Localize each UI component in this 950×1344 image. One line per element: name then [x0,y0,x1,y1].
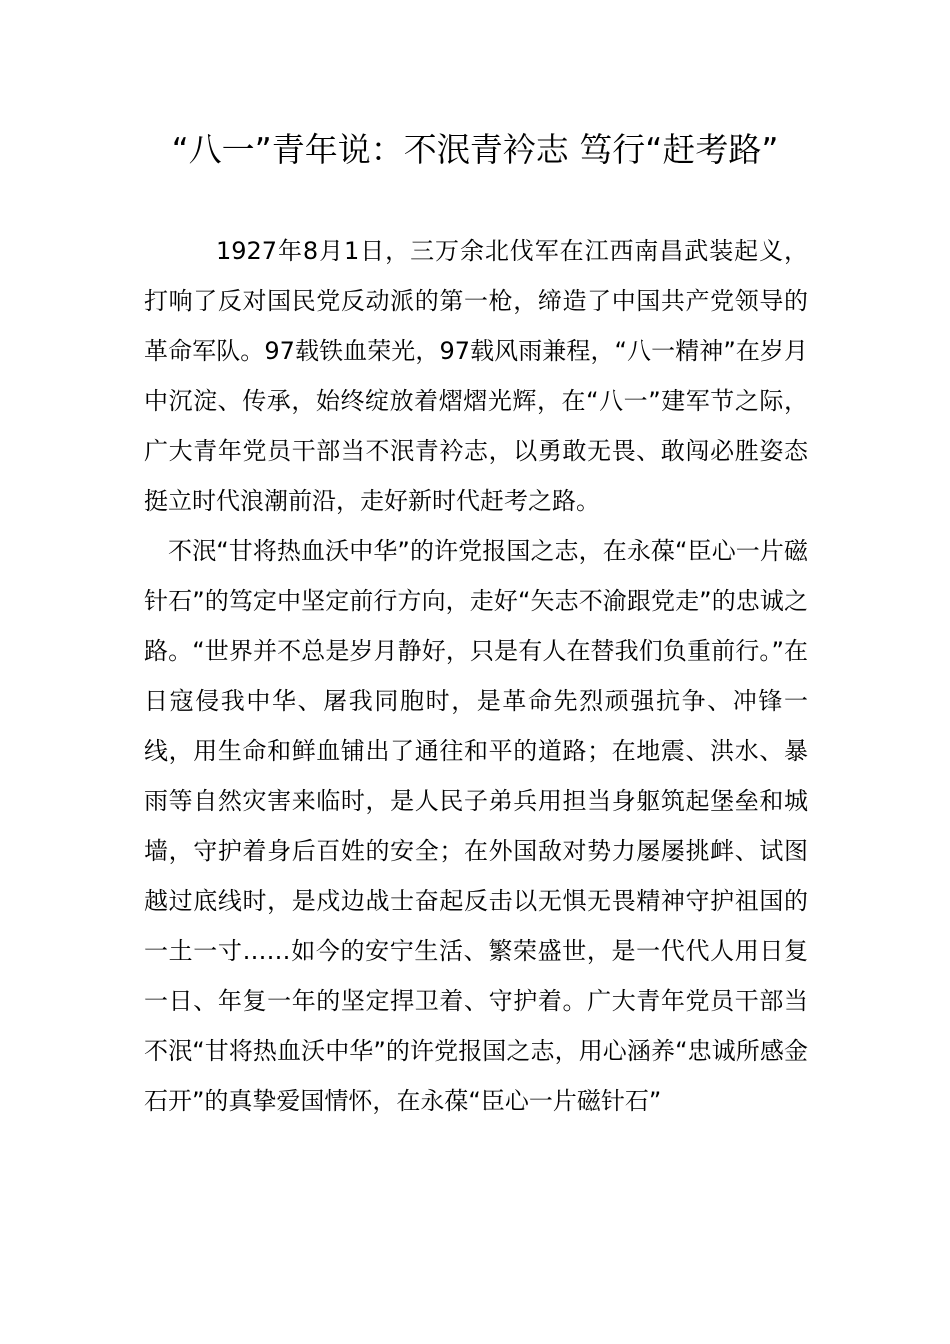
paragraph-1: 1927年8月1日，三万余北伐军在江西南昌武装起义，打响了反对国民党反动派的第一枪，缔造了中国共产党领导的革命军队。97载铁血荣光，97载风雨兼程，“八一精神”在岁月中沉淀、传承，始终绽放着熠熠光辉，在“八一”建军节之际，广大青年党员干部当不泯青衿志，以勇敢无畏、敢闯必胜姿态挺立时代浪潮前沿，走好新时代赶考之路。 [144,237,808,515]
document-body [144,226,808,1126]
document-title: “八一”青年说：不泯青衿志 笃行“赶考路” [171,130,779,169]
paragraph-2: 不泯“甘将热血沃中华”的许党报国之志，在永葆“臣心一片磁针石”的笃定中坚定前行方向，走好“矢志不渝跟党走”的忠诚之路。“世界并不总是岁月静好，只是有人在替我们负重前行。”在日寇侵我中华、屠我同胞时，是革命先烈顽强抗争、冲锋一线，用生命和鲜血铺出了通往和平的道路；在地震、洪水、暴雨等自然灾害来临时，是人民子弟兵用担当身躯筑起堡垒和城墙，守护着身后百姓的安全；在外国敌对势力屡屡挑衅、试图越过底线时，是戍边战士奋起反击以无惧无畏精神守护祖国的一土一寸……如今的安宁生活、繁荣盛世，是一代代人用日复一日、年复一年的坚定捍卫着、守护着。广大青年党员干部当不泯“甘将热血沃中华”的许党报国之志，用心涵养“忠诚所感金石开”的真挚爱国情怀，在永葆“臣心一片磁针石” [144,537,808,1115]
